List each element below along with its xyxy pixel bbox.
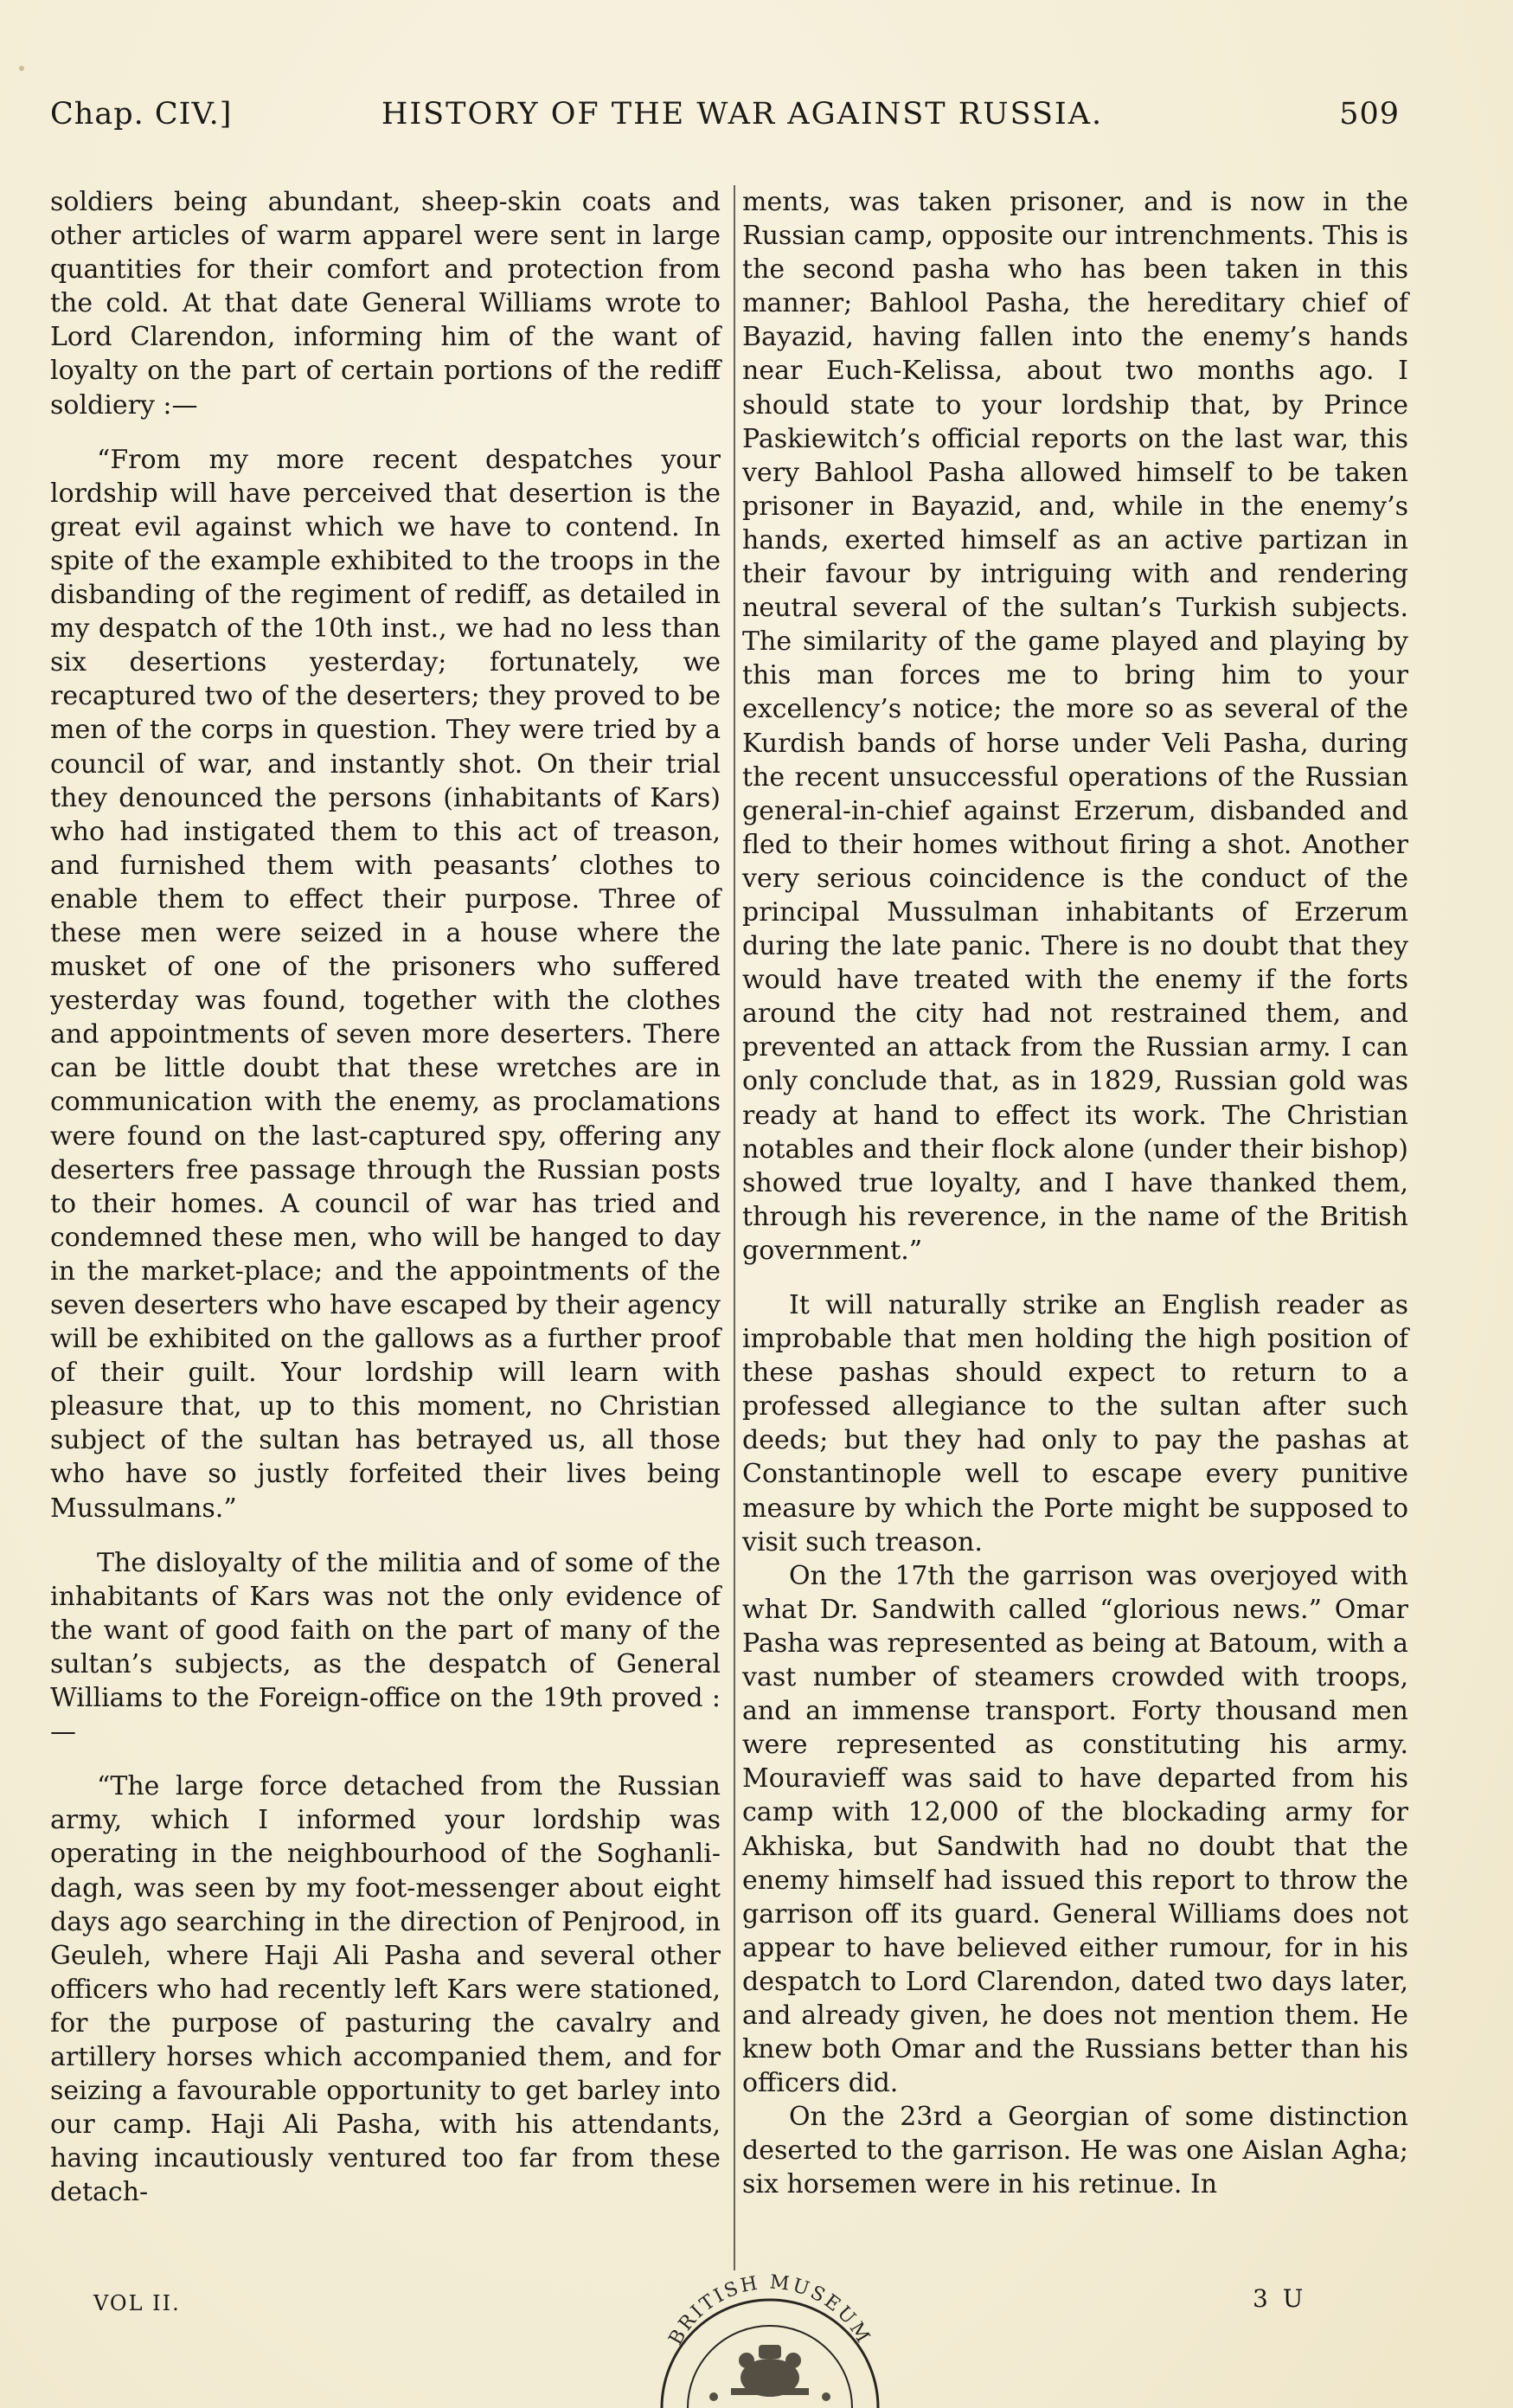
column-rule [734, 185, 735, 2270]
signature-mark: 3 U [1253, 2284, 1307, 2313]
svg-text:BRITISH MUSEUM [665, 2271, 875, 2348]
left-column [50, 185, 721, 2209]
paragraph: The disloyalty of the militia and of some of the inhabitants of Kars was not the only evidence of the want of good faith on the part of many of the sultan’s subjects, as the despatch of General Williams to the Foreign-office on the 19th proved :— [50, 1547, 721, 1748]
quoted-despatch: “From my more recent despatches your lordship will have perceived that desertion is the great evil against which we have to contend. In spite of the example exhibited to the troops in the disbanding of the regiment of rediff, as detailed in my despatch of the 10th inst., we had no less than six desertions yesterday; fortunately, we recaptured two of the deserters; they proved to be men of the corps in question. They were tried by a council of war, and instantly shot. On their trial they denounced the persons (inhabitants of Kars) who had instigated them to this act of treason, and furnished them with peasants’ clothes to enable them to effect their purpose. Three of these men were seized in a house where the musket of one of the prisoners who suffered yesterday was found, together with the clothes and appointments of seven more deserters. There can be little doubt that these wretches are in communication with the enemy, as proclamations were found on the last-captured spy, offering any deserters free passage through the Russian posts to their homes. A council of war has tried and condemned these men, who will be hanged to day in the market-place; and the appointments of the seven deserters who have escaped by their agency will be exhibited on the gallows as a further proof of their guilt. Your lordship will learn with pleasure that, up to this moment, no Christian subject of the sultan has betrayed us, all those who have so justly forfeited their lives being Mussulmans.” [50, 444, 721, 1524]
paragraph: ments, was taken prisoner, and is now in the Russian camp, opposite our intrenchments. This is the second pasha who has been taken in this manner; Bahlool Pasha, the hereditary chief of Bayazid, having fallen into the enemy’s hands near Euch-Kelissa, about two months ago. I should state to your lordship that, by Prince Paskiewitch’s official reports on the last war, this very Bahlool Pasha allowed himself to be taken prisoner in Bayazid, and, while in the enemy’s hands, exerted himself as an active partizan in their favour by intriguing with and rendering neutral several of the sultan’s Turkish subjects. The similarity of the game played and playing by this man forces me to bring him to your excellency’s notice; the more so as several of the Kurdish bands of horse under Veli Pasha, during the recent unsuccessful operations of the Russian general-in-chief against Erzerum, disbanded and fled to their homes without firing a shot. Another very serious coincidence is the conduct of the principal Mussulman inhabitants of Erzerum during the late panic. There is no doubt that they would have treated with the enemy if the forts around the city had not restrained them, and prevented an attack from the Russian army. I can only conclude that, as in 1829, Russian gold was ready at hand to effect its work. The Christian notables and their flock alone (under their bishop) showed true loyalty, and I have thanked them, through his reverence, in the name of the British government.” [742, 187, 1408, 1266]
paragraph: It will naturally strike an English reader as improbable that men holding the high position of these pashas should expect to return to a professed allegiance to the sultan after such deeds; but they had only to pay the pashas at Constantinople well to escape every punitive measure by which the Porte might be supposed to visit such treason. [742, 1290, 1408, 1557]
paragraph: On the 17th the garrison was overjoyed with what Dr. Sandwith called “glorious news.” Omar Pasha was represented as being at Batoum, with a vast number of steamers crowded with troops, and an immense transport. Forty thousand men were represented as constituting his army. Mouravieff was said to have departed from his camp with 12,000 of the blockading army for Akhiska, but Sandwith had no doubt that the enemy himself had issued this report to throw the garrison off its guard. General Williams does not appear to have believed either rumour, for in his despatch to Lord Clarendon, dated two days later, and already given, he does not mention them. He knew both Omar and the Russians better than his officers did. [742, 1560, 1408, 2099]
library-stamp-icon [644, 2258, 895, 2408]
paragraph: soldiers being abundant, sheep-skin coats and other articles of warm apparel were sent in large quantities for their comfort and protection from the cold. At that date General Williams wrote to Lord Clarendon, informing him of the want of loyalty on the part of certain portions of the rediff soldiery :— [50, 187, 721, 421]
volume-mark: VOL II. [93, 2291, 181, 2315]
running-title: HISTORY OF THE WAR AGAINST RUSSIA. [381, 97, 1104, 132]
paper-speck [19, 66, 24, 71]
running-header [50, 97, 1400, 149]
chapter-label: Chap. CIV.] [50, 97, 233, 132]
stamp-lettering: BRITISH MUSEUM [664, 2271, 875, 2349]
page-number: 509 [1339, 97, 1400, 132]
right-column [742, 185, 1408, 2202]
quoted-despatch: “The large force detached from the Russian army, which I informed your lordship was operating in the neighbourhood of the Soghanli-dagh, was seen by my foot-messenger about eight days ago searching in the direction of Penjrood, in Geuleh, where Haji Ali Pasha and several other officers who had recently left Kars were stationed, for the purpose of pasturing the cavalry and artillery horses which accompanied them, and for seizing a favourable opportunity to get barley into our camp. Haji Ali Pasha, with his attendants, having incautiously ventured too far from these detach- [50, 1771, 721, 2208]
paragraph: On the 23rd a Georgian of some distinction deserted to the garrison. He was one Aislan Agha; six horsemen were in his retinue. In [742, 2102, 1408, 2200]
